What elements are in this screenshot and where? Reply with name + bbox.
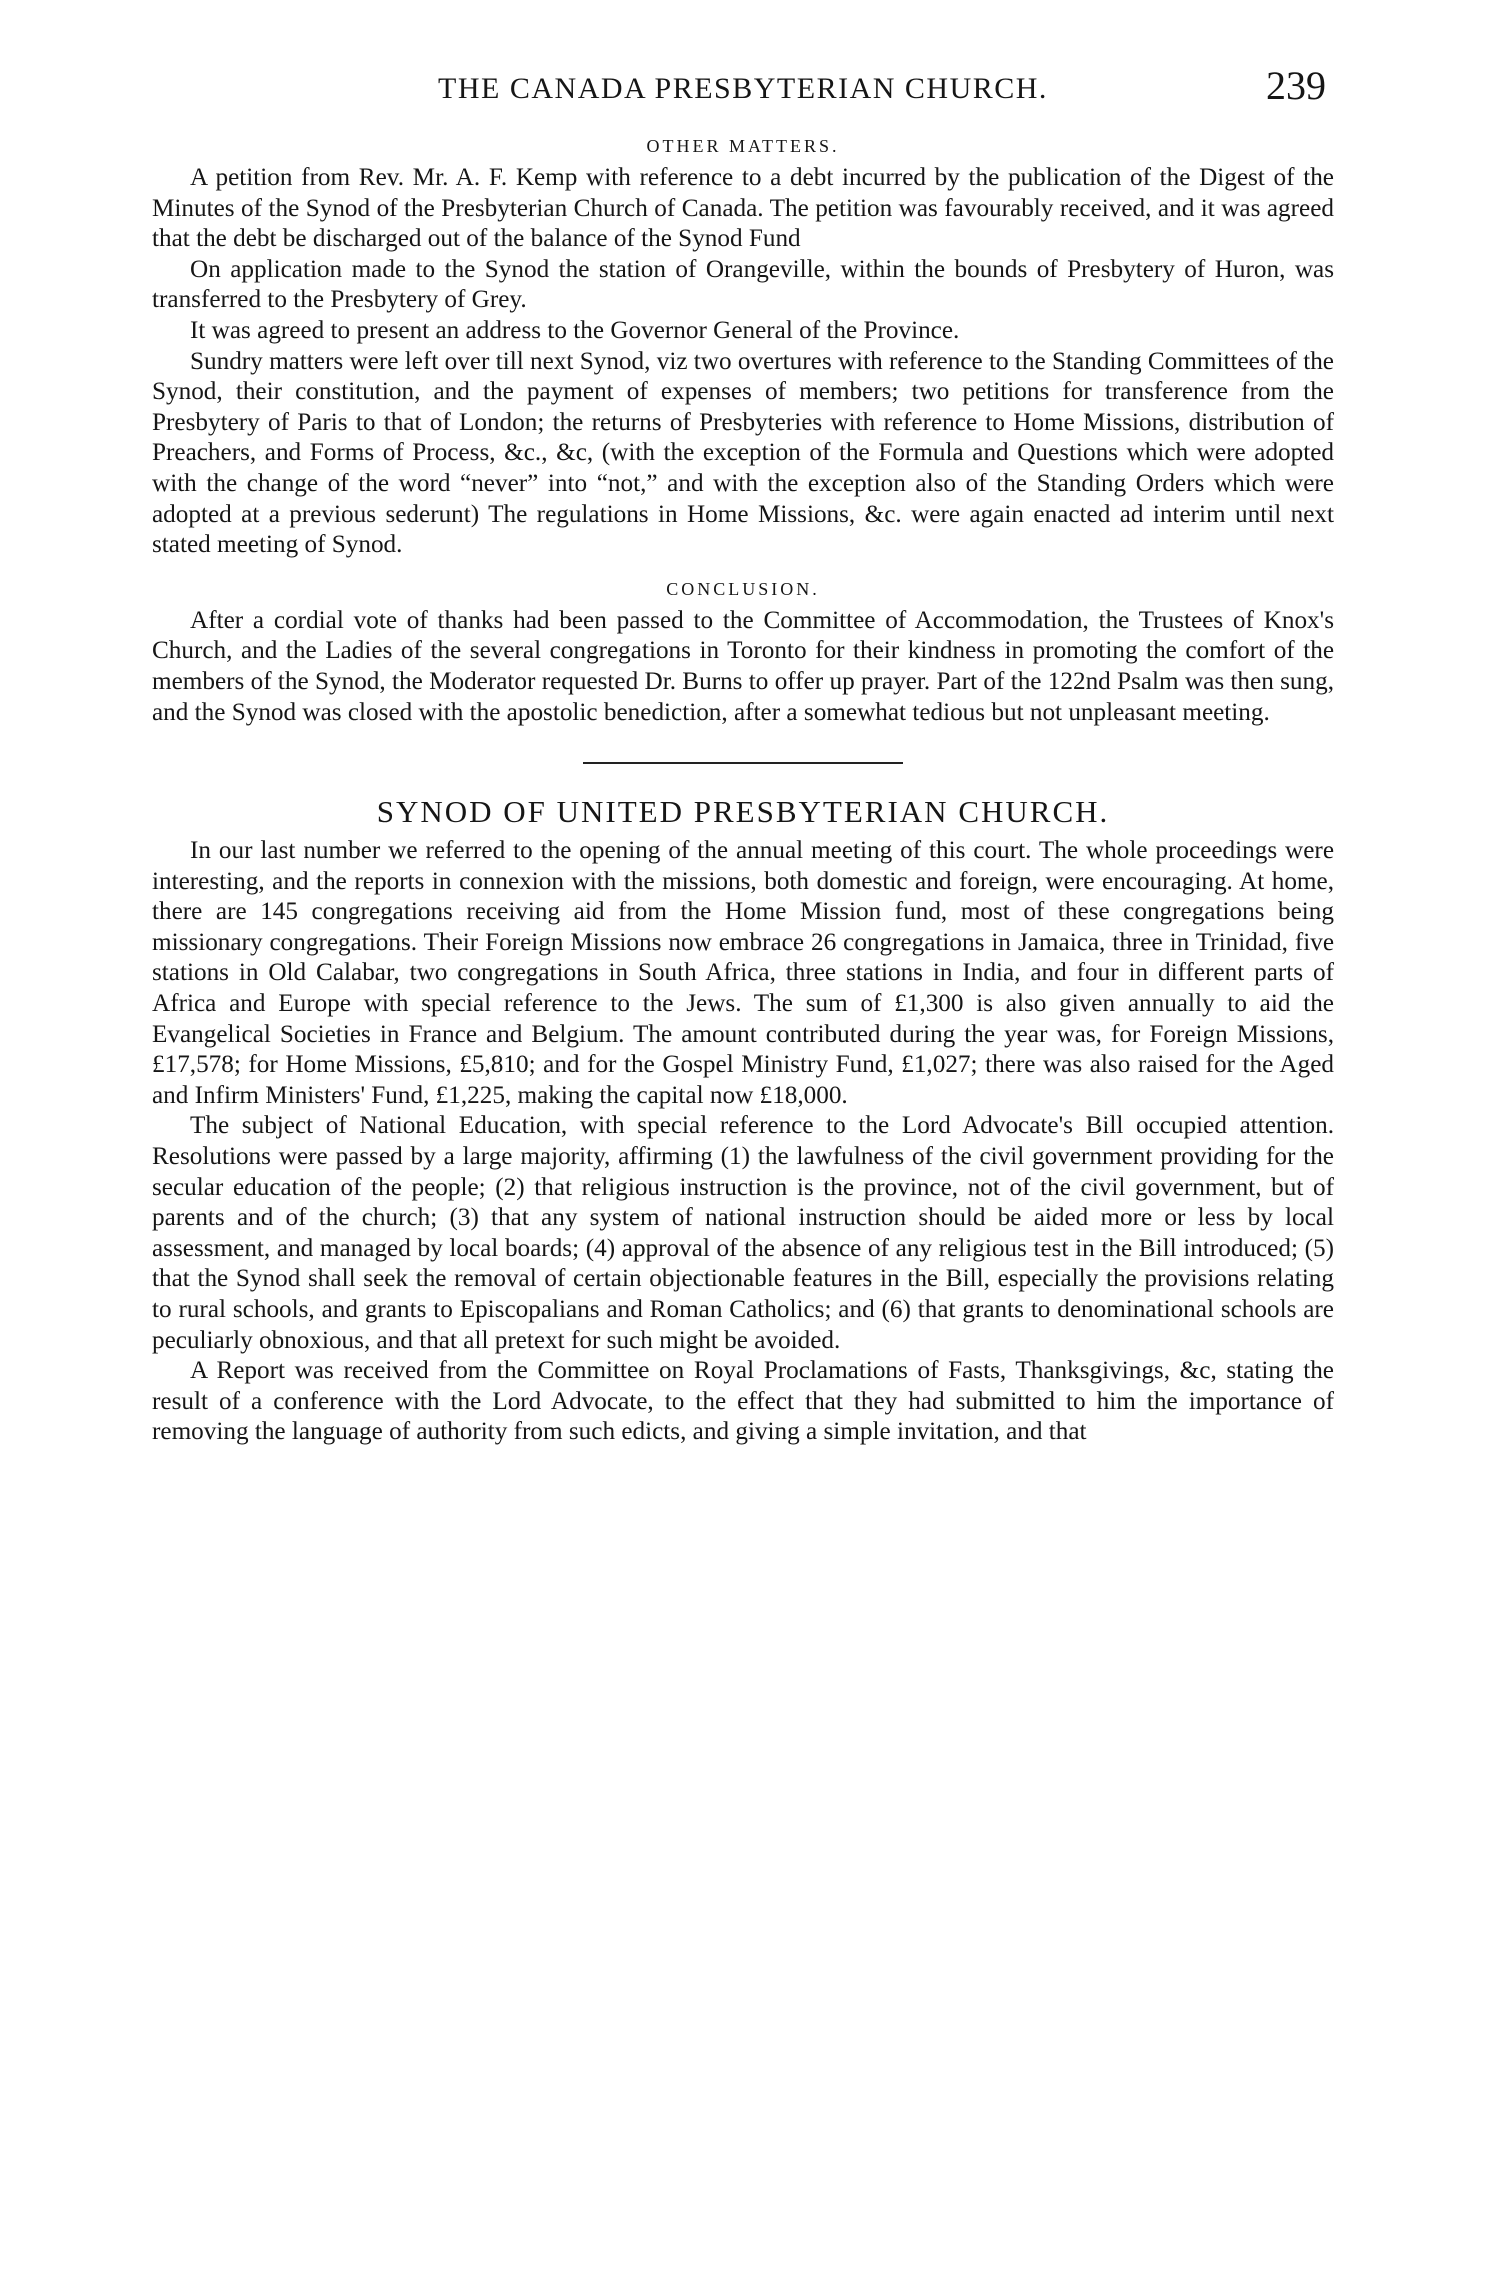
running-title: THE CANADA PRESBYTERIAN CHURCH. [438,72,1048,105]
book-page [152,60,1334,1448]
paragraph-missions: In our last number we referred to the opening of the annual meeting of this court. The whole proceedings were interesting, and the reports in connexion with the missions, both domestic and foreign, were encouraging. At home, there are 145 congregations receiving aid from the Home Mission fund, most of these congregations being missionary congregations. Their Foreign Missions now embrace 26 congregations in Jamaica, three in Trinidad, five stations in Old Calabar, two congregations in South Africa, three stations in India, and four in different parts of Africa and Europe with special reference to the Jews. The sum of £1,300 is also given annually to aid the Evangelical Societies in France and Belgium. The amount contributed during the year was, for Foreign Missions, £17,578; for Home Missions, £5,810; and for the Gospel Ministry Fund, £1,027; there was also raised for the Aged and Infirm Ministers' Fund, £1,225, making the capital now £18,000. [152,837,1334,1109]
running-head [152,60,1334,116]
page-number: 239 [1266,63,1326,108]
paragraph-national-education: The subject of National Education, with special reference to the Lord Advocate's Bill occupied attention. Resolutions were passed by a large majority, affirming (1) the lawfulness of the civil government providing for the secular education of the people; (2) that religious instruction is the province, not of the civil government, but of parents and of the church; (3) that any system of national instruction should be aided more or less by local assessment, and managed by local boards; (4) approval of the absence of any religious test in the Bill introduced; (5) that the Synod shall seek the removal of certain objectionable features in the Bill, especially the provisions relating to rural schools, and grants to Episcopalians and Roman Catholics; and (6) that grants to denominational schools are peculiarly obnoxious, and that all pretext for such might be avoided. [152,1112,1334,1354]
paragraph-orangeville: On application made to the Synod the station of Orangeville, within the bounds of Presbytery of Huron, was transferred to the Presbytery of Grey. [152,255,1334,314]
paragraph-royal-proclamations: A Report was received from the Committee on Royal Proclamations of Fasts, Thanksgivings, &c, stating the result of a conference with the Lord Advocate, to the effect that they had submitted to him the importance of removing the language of authority from such edicts, and giving a simple invitation, and that [152,1357,1334,1446]
conclusion-heading: CONCLUSION. [666,578,820,599]
paragraph-address-governor: It was agreed to present an address to the Governor General of the Province. [190,316,960,344]
other-matters-heading: OTHER MATTERS. [646,136,840,156]
united-synod-heading: SYNOD OF UNITED PRESBYTERIAN CHURCH. [376,794,1110,830]
section-divider [583,762,903,764]
paragraph-kemp-petition: A petition from Rev. Mr. A. F. Kemp with reference to a debt incurred by the publication of the Digest of the Minutes of the Synod of the Presbyterian Church of Canada. The petition was favourably received, and it was agreed that the debt be discharged out of the balance of the Synod Fund [152,164,1334,253]
paragraph-conclusion: After a cordial vote of thanks had been passed to the Committee of Accommodation, the Trustees of Knox's Church, and the Ladies of the several congregations in Toronto for their kindness in promoting the comfort of the members of the Synod, the Moderator requested Dr. Burns to offer up prayer. Part of the 122nd Psalm was then sung, and the Synod was closed with the apostolic benediction, after a somewhat tedious but not unpleasant meeting. [152,606,1334,726]
paragraph-sundry-matters: Sundry matters were left over till next Synod, viz two overtures with reference to the Standing Committees of the Synod, their constitution, and the payment of expenses of members; two petitions for transference from the Presbytery of Paris to that of London; the returns of Presbyteries with reference to Home Missions, distribution of Preachers, and Forms of Process, &c., &c, (with the exception of the Formula and Questions which were adopted with the change of the word “never” into “not,” and with the exception also of the Standing Orders which were adopted at a previous sederunt) The regulations in Home Missions, &c. were again enacted ad interim until next stated meeting of Synod. [152,347,1334,559]
